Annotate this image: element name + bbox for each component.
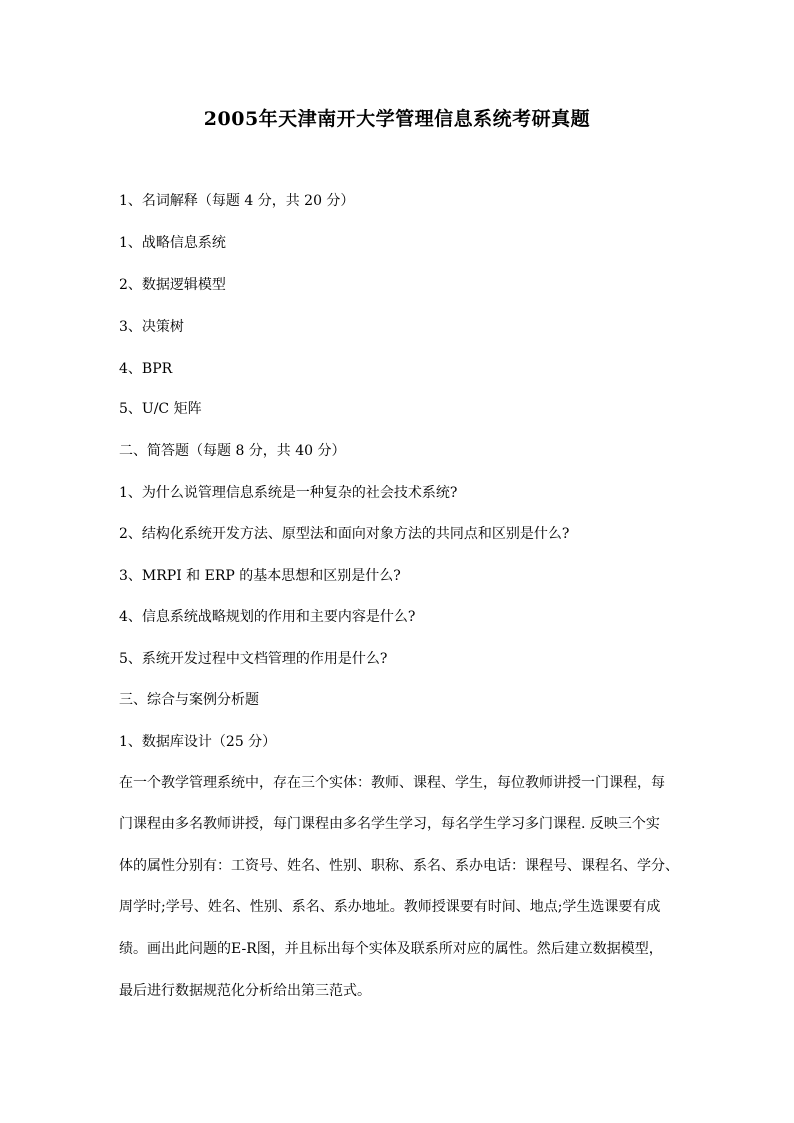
- section2-item: 2、结构化系统开发方法、原型法和面向对象方法的共同点和区别是什么?: [119, 526, 570, 542]
- paragraph-line: 门课程由多名教师讲授，每门课程由多名学生学习，每名学生学习多门课程. 反映三个实: [119, 816, 660, 832]
- section2-item: 5、系统开发过程中文档管理的作用是什么?: [119, 651, 388, 667]
- section2-item: 1、为什么说管理信息系统是一种复杂的社会技术系统?: [119, 485, 458, 501]
- section1-item: 5、U/C 矩阵: [119, 401, 202, 417]
- section3-sub-heading: 1、数据库设计（25 分）: [119, 734, 277, 750]
- section1-item: 3、决策树: [119, 319, 184, 335]
- section1-heading: 1、名词解释（每题 4 分，共 20 分）: [119, 193, 355, 209]
- document-title: 2005年天津南开大学管理信息系统考研真题: [203, 108, 591, 130]
- paragraph-line: 绩。画出此问题的E-R图，并且标出每个实体及联系所对应的属性。然后建立数据模型，: [119, 941, 663, 957]
- section2-item: 3、MRPI 和 ERP 的基本思想和区别是什么?: [119, 568, 401, 584]
- section1-item: 4、BPR: [119, 361, 173, 377]
- section1-item: 2、数据逻辑模型: [119, 277, 226, 293]
- paragraph-line: 在一个教学管理系统中，存在三个实体：教师、课程、学生，每位教师讲授一门课程，每: [119, 775, 665, 791]
- section2-heading: 二、简答题（每题 8 分，共 40 分）: [119, 443, 346, 459]
- paragraph-line: 体的属性分别有：工资号、姓名、性别、职称、系名、系办电话：课程号、课程名、学分、: [119, 858, 679, 874]
- section1-item: 1、战略信息系统: [119, 235, 226, 251]
- section2-item: 4、信息系统战略规划的作用和主要内容是什么?: [119, 609, 416, 625]
- paragraph-line: 最后进行数据规范化分析给出第三范式。: [119, 983, 371, 999]
- section3-heading: 三、综合与案例分析题: [119, 692, 259, 708]
- paragraph-line: 周学时;学号、姓名、性别、系名、系办地址。教师授课要有时间、地点;学生选课要有成: [119, 899, 661, 915]
